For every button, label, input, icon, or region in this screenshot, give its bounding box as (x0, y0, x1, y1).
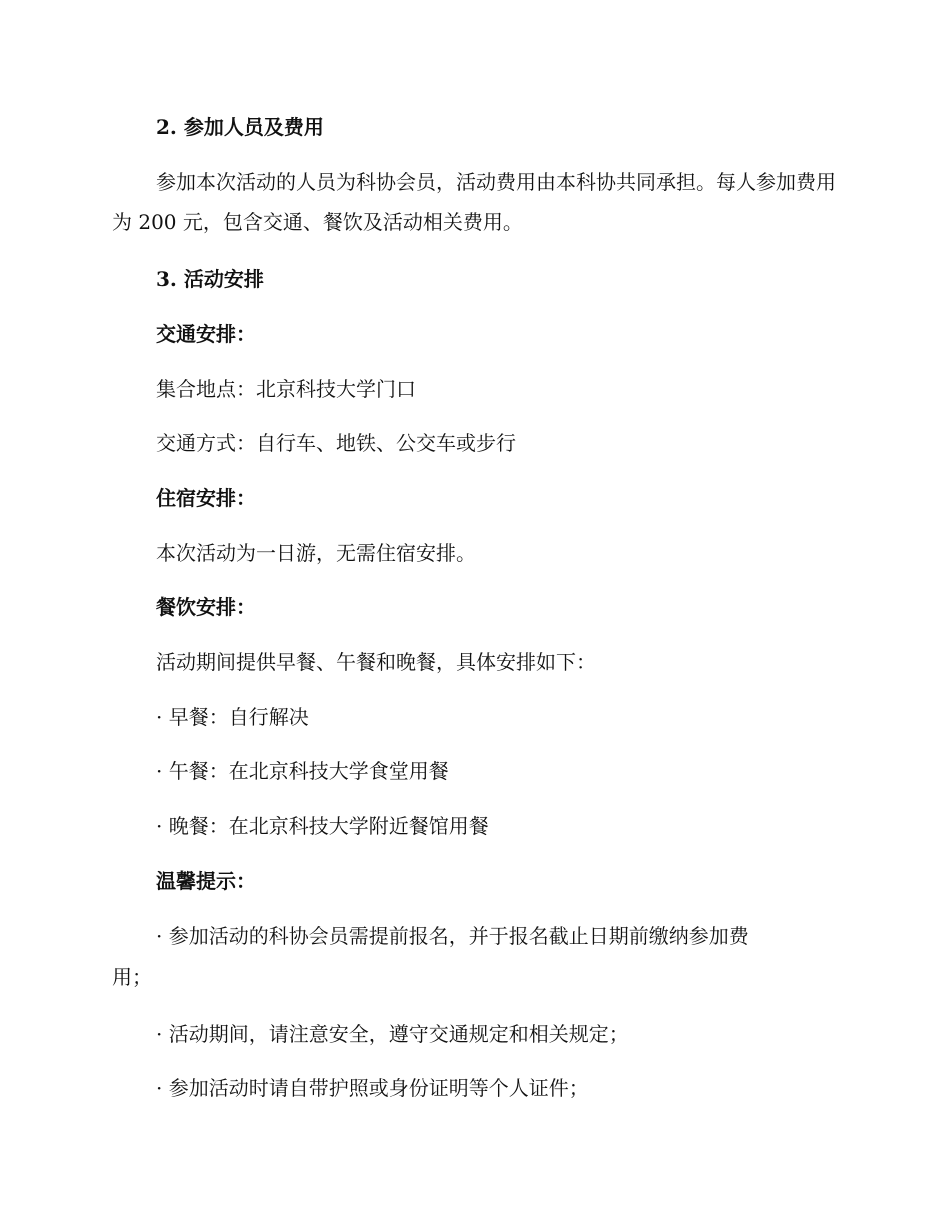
tip-item-registration: · 参加活动的科协会员需提前报名，并于报名截止日期前缴纳参加费 (156, 924, 749, 948)
tips-heading: 温馨提示： (156, 869, 256, 893)
meal-item-lunch: · 午餐：在北京科技大学食堂用餐 (156, 759, 449, 783)
transport-heading: 交通安排： (156, 322, 256, 346)
meals-intro-text: 活动期间提供早餐、午餐和晚餐，具体安排如下： (156, 650, 596, 674)
section-3-heading: 3. 活动安排 (156, 267, 264, 291)
lodging-text: 本次活动为一日游，无需住宿安排。 (156, 541, 476, 565)
tip-item-documents: · 参加活动时请自带护照或身份证明等个人证件； (156, 1076, 589, 1100)
section-2-paragraph: 参加本次活动的人员为科协会员，活动费用由本科协共同承担。每人参加费用为 200 元，包含交通、餐饮及活动相关费用。 (112, 170, 836, 234)
tip-item-safety: · 活动期间，请注意安全，遵守交通规定和相关规定； (156, 1022, 629, 1046)
transport-method-text: 交通方式：自行车、地铁、公交车或步行 (156, 431, 516, 455)
section-2-heading: 2. 参加人员及费用 (156, 115, 324, 139)
meeting-point-text: 集合地点：北京科技大学门口 (156, 377, 416, 401)
tip-item-registration-continued: 用； (112, 965, 152, 989)
meals-heading: 餐饮安排： (156, 595, 256, 619)
meal-item-dinner: · 晚餐：在北京科技大学附近餐馆用餐 (156, 814, 489, 838)
lodging-heading: 住宿安排： (156, 486, 256, 510)
meal-item-breakfast: · 早餐：自行解决 (156, 705, 309, 729)
